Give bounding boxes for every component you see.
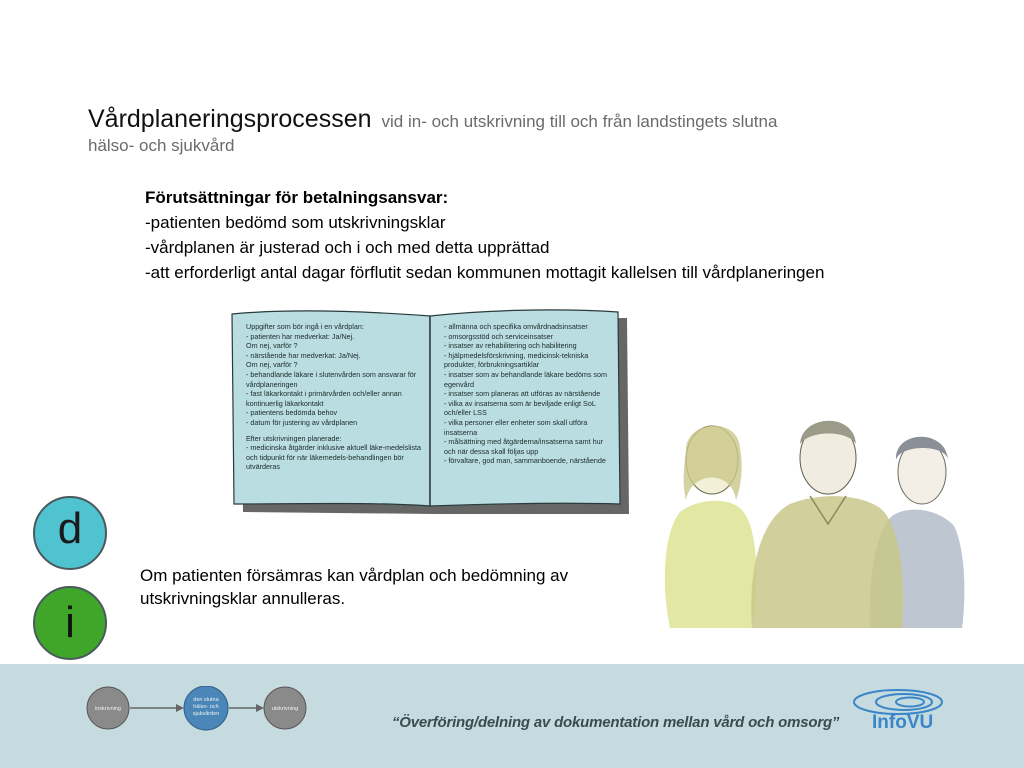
d-letter: d (57, 504, 83, 553)
footer-band (0, 664, 1024, 768)
left-page-line: Om nej, varför ? (246, 341, 298, 351)
flow-step-2-line2: hälso- och (193, 704, 219, 710)
left-page-line: - behandlande läkare i slutenvården som ansvarar för vårdplaneringen (246, 369, 417, 389)
left-page-line: Uppgifter som bör ingå i en vårdplan: (246, 322, 364, 331)
i-letter: i (65, 598, 75, 647)
right-page-line: - insatser som planeras att utföras av närstående (444, 389, 601, 399)
right-page-line: - hjälpmedelsförskrivning, medicinsk-tekniska produkter, förbrukningsartiklar (444, 350, 589, 370)
conditions-block (145, 185, 985, 285)
right-page-line: - vilka av insatserna som är beviljade enligt SoL och/eller LSS (444, 398, 596, 418)
left-page-line: - patientens bedömda behov (246, 408, 338, 418)
condition-item: -patienten bedömd som utskrivningsklar (145, 213, 446, 232)
right-page-line: - förvaltare, god man, sammanboende, närstående (444, 456, 606, 466)
right-page-line: - vilka personer eller enheter som skall utföra insatserna (444, 417, 588, 437)
left-page-line: Efter utskrivningen planerade: (246, 433, 342, 443)
condition-item: -vårdplanen är justerad och i och med detta upprättad (145, 238, 550, 257)
left-page-line: - närstående har medverkat: Ja/Nej. (246, 350, 361, 360)
book-right-page (444, 322, 614, 466)
flow-step-2-line3: sjukvården (192, 711, 220, 717)
book-left-page (246, 322, 424, 472)
flow-step-3: utskrivning (271, 706, 299, 712)
slide-title (88, 104, 928, 157)
flow-step-1: inskrivning (95, 706, 121, 712)
right-page-line: - allmänna och specifika omvårdnadsinsatser (444, 322, 588, 331)
title-main: Vårdplaneringsprocessen (88, 105, 372, 133)
d-circle-icon (33, 496, 107, 570)
flow-step-2-line1: den slutna (193, 697, 219, 703)
left-page-line: - patienten har medverkat: Ja/Nej. (246, 331, 355, 341)
left-page-line: - fast läkarkontakt i primärvården och/eller annan kontinuerlig läkarkontakt (246, 389, 402, 408)
footer-tagline: “Överföring/delning av dokumentation mellan vård och omsorg” (392, 714, 840, 731)
right-page-line: - målsättning med åtgärderna/insatserna samt hur och när dessa skall följas upp (444, 437, 604, 456)
right-page-line: - insatser av rehabilitering och habilitering (444, 341, 577, 351)
people-illustration (640, 400, 970, 628)
annulment-note: Om patienten försämras kan vårdplan och bedömning av utskrivningsklar annulleras. (140, 566, 569, 608)
condition-item: -att erforderligt antal dagar förflutit sedan kommunen mottagit kallelsen till vårdplaneringen (145, 263, 825, 282)
conditions-heading: Förutsättningar för betalningsansvar: (145, 188, 449, 207)
left-page-line: - datum för justering av vårdplanen (246, 417, 358, 427)
right-page-line: - omsorgsstöd och serviceinsatser (444, 331, 554, 341)
i-circle-icon (33, 586, 107, 660)
left-page-line: Om nej, varför ? (246, 360, 298, 370)
left-page-line: - medicinska åtgärder inklusive aktuell läke-medelslista och tidpunkt för när läkemedels-behandlingen bör utvärderas (246, 443, 421, 472)
right-page-line: - insatser som av behandlande läkare bedöms som egenvård (444, 369, 608, 389)
title-subtitle: vid in- och utskrivning till och från landstingets slutna (381, 112, 778, 131)
infovu-logo-text: InfoVU (872, 712, 934, 733)
open-book-illustration (226, 308, 634, 514)
title-subtitle-line2: hälso- och sjukvård (88, 136, 235, 156)
process-flow-diagram (84, 686, 324, 736)
